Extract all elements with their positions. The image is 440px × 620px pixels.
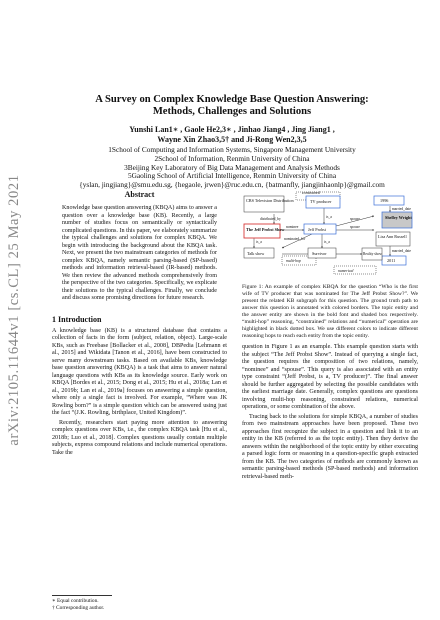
abstract-heading: Abstract <box>124 190 155 199</box>
figure-caption: Figure 1: An example of complex KBQA for the question “Who is the first wife of TV producer that was nominated for The Jeff Probst Show?”. We present the related KB subgraph for this question. The ground truth path to answer this question is annotated with colored borders. The topic entity and the answer entity are shown in the bold font and shaded box respectively. “multi-hop” reasoning, “constrained” relations and “numerical” operation are highlighted in black dotted box. We use different colors to indicate different reasoning hops to reach each entity from the topic entity. <box>242 284 418 339</box>
label-constrained: constrained <box>302 191 320 195</box>
figure-1 <box>242 190 418 280</box>
right-column <box>242 190 418 483</box>
label-is-a: is_a <box>324 240 330 244</box>
paper-page <box>44 0 420 620</box>
node-talk-show: Talk show <box>247 251 265 256</box>
label-nominee: nominee <box>286 225 299 229</box>
node-survivor: Survivor <box>312 251 327 256</box>
label-distributed-by: distributed_by <box>260 217 281 221</box>
label-married-date: married_date <box>392 249 411 253</box>
paragraph: question in Figure 1 as an example. This example question starts with the subject “The Jeff Probst Show”. Instead of querying a single fact, the question requires the composition of two relations, namely, “nominee” and “spouse”. This query is also associated with an entity type constraint “(Jeff Probst, is a, TV producer)”. The final answer should be further aggregated by selecting the possible candidates with the earliest marriage date. Generally, complex questions are questions involving multi-hop reasoning, constrained relations, numerical operations, or some combination of the above. <box>242 344 418 410</box>
affiliation: 1School of Computing and Information Systems, Singapore Management University <box>108 145 356 154</box>
paragraph: Tracing back to the solutions for simple KBQA, a number of studies from two mainstream approaches have been proposed. These two approaches first recognize the subject in a question and link it to an entity in the KB (referred to as the topic entity). Then they derive the answers within the neighborhood of the topic entity by either executing a parsed logic form or reasoning in a question-specific graph extracted from the KB. The two categories of methods are commonly known as semantic parsing-based methods (SP-based methods) and information retrieval-based meth- <box>242 413 418 480</box>
introduction-body <box>52 328 227 458</box>
label-is-a: is_a <box>256 240 262 244</box>
label-spouse: spouse <box>350 217 360 221</box>
introduction-heading: 1 Introduction <box>52 314 102 324</box>
label-spouse: spouse <box>350 225 360 229</box>
footnotes <box>52 595 227 612</box>
arxiv-stamp-text: arXiv:2105.11644v1 [cs.CL] 25 May 2021 <box>6 174 22 446</box>
node-jeff-probst: Jeff Probst <box>308 227 326 232</box>
kb-subgraph-diagram <box>242 190 418 280</box>
label-numerical: numerical <box>338 269 354 273</box>
node-tv-producer: TV producer <box>310 199 332 204</box>
label-nominated-for: nominated_for <box>284 237 306 241</box>
footnote: ∗ Equal contribution. <box>52 598 99 604</box>
author-list <box>44 125 420 145</box>
right-body <box>242 344 418 481</box>
label-is-a: is_a <box>326 215 332 219</box>
author-emails: {yslan, jingjiang}@smu.edu.sg, {hegaole, jrwen}@ruc.edu.cn, {batmanfly, jiangjinhaonlp}@gmail.com <box>79 180 385 190</box>
node-cbs: CBS Television Distribution <box>246 198 294 203</box>
paper-title <box>44 94 420 118</box>
left-column <box>52 190 227 459</box>
authors-line-2: Wayne Xin Zhao3,5† and Ji-Rong Wen2,3,5 <box>157 135 307 144</box>
node-1996: 1996 <box>380 198 389 203</box>
node-lisa-ann-russell: Lisa Ann Russell <box>378 234 407 239</box>
node-reality-show: Reality show <box>363 252 382 256</box>
arxiv-stamp <box>2 60 28 560</box>
paragraph: Recently, researchers start paying more attention to answering complex questions over KBs, i.e., the complex KBQA task [Hu et al., 2018b; Luo et al., 2018]. Complex questions usually contain multiple subjects, express compound relations and include numerical operations. Take the <box>52 419 227 456</box>
footnote: † Corresponding author. <box>52 605 105 611</box>
affiliations <box>44 146 420 190</box>
label-multi-hop: multi-hop <box>286 259 301 263</box>
title-line-1: A Survey on Complex Knowledge Base Question Answering: <box>95 94 369 105</box>
paragraph: A knowledge base (KB) is a structured database that contains a collection of facts in the form (subject, relation, object). Large-scale KBs, such as Freebase [Bollacker et al., 2008], DBPedia [Lehmann et al., 2015] and Wikidata [Tanon et al., 2016], have been constructed to serve many downstream tasks. Based on available KBs, knowledge base question answering (KBQA) is a task that aims to answer natural language questions with KBs as its knowledge source. Early work on KBQA [Bordes et al., 2015; Dong et al., 2015; Hu et al., 2018a; Lan et al., 2019b; Lan et al., 2019a] focuses on answering a simple question, where only a single fact is involved. For example, “Where was JK Rowling born?” is a simple question which can be answered using just the fact “(J.K. Rowling, birthplace, United Kingdom)”. <box>52 327 227 416</box>
affiliation: 5Gaoling School of Artificial Intelligence, Renmin University of China <box>127 171 337 181</box>
title-line-2: Methods, Challenges and Solutions <box>152 106 312 117</box>
node-jeff-probst-show: The Jeff Probst Show <box>246 227 285 232</box>
affiliation: 2School of Information, Renmin University of China <box>154 153 310 163</box>
node-shelley-wright: Shelley Wright <box>385 215 412 220</box>
footnote-rule <box>52 595 112 596</box>
node-2011: 2011 <box>387 258 396 263</box>
label-married-date: married_date <box>392 207 411 211</box>
abstract-text: Knowledge base question answering (KBQA) aims to answer a question over a knowledge base (KB). Recently, a large number of studies focus on semantically or syntactically complicated questions. In this paper, we elaborately summarize the typical challenges and solutions for complex KBQA. We begin with introducing the background about the KBQA task. Next, we present the two mainstream categories of methods for complex KBQA, namely semantic parsing-based (SP-based) methods and information retrieval-based (IR-based) methods. We then review the advanced methods comprehensively from the perspective of the two categories. Specifically, we explicate their solutions to the typical challenges. Finally, we conclude and discuss some promising directions for future research. <box>62 205 217 301</box>
affiliation: 3Beijing Key Laboratory of Big Data Management and Analysis Methods <box>124 162 340 172</box>
authors-line-1: Yunshi Lan1∗ , Gaole He2,3∗ , Jinhao Jiang4 , Jing Jiang1 , <box>129 125 335 134</box>
